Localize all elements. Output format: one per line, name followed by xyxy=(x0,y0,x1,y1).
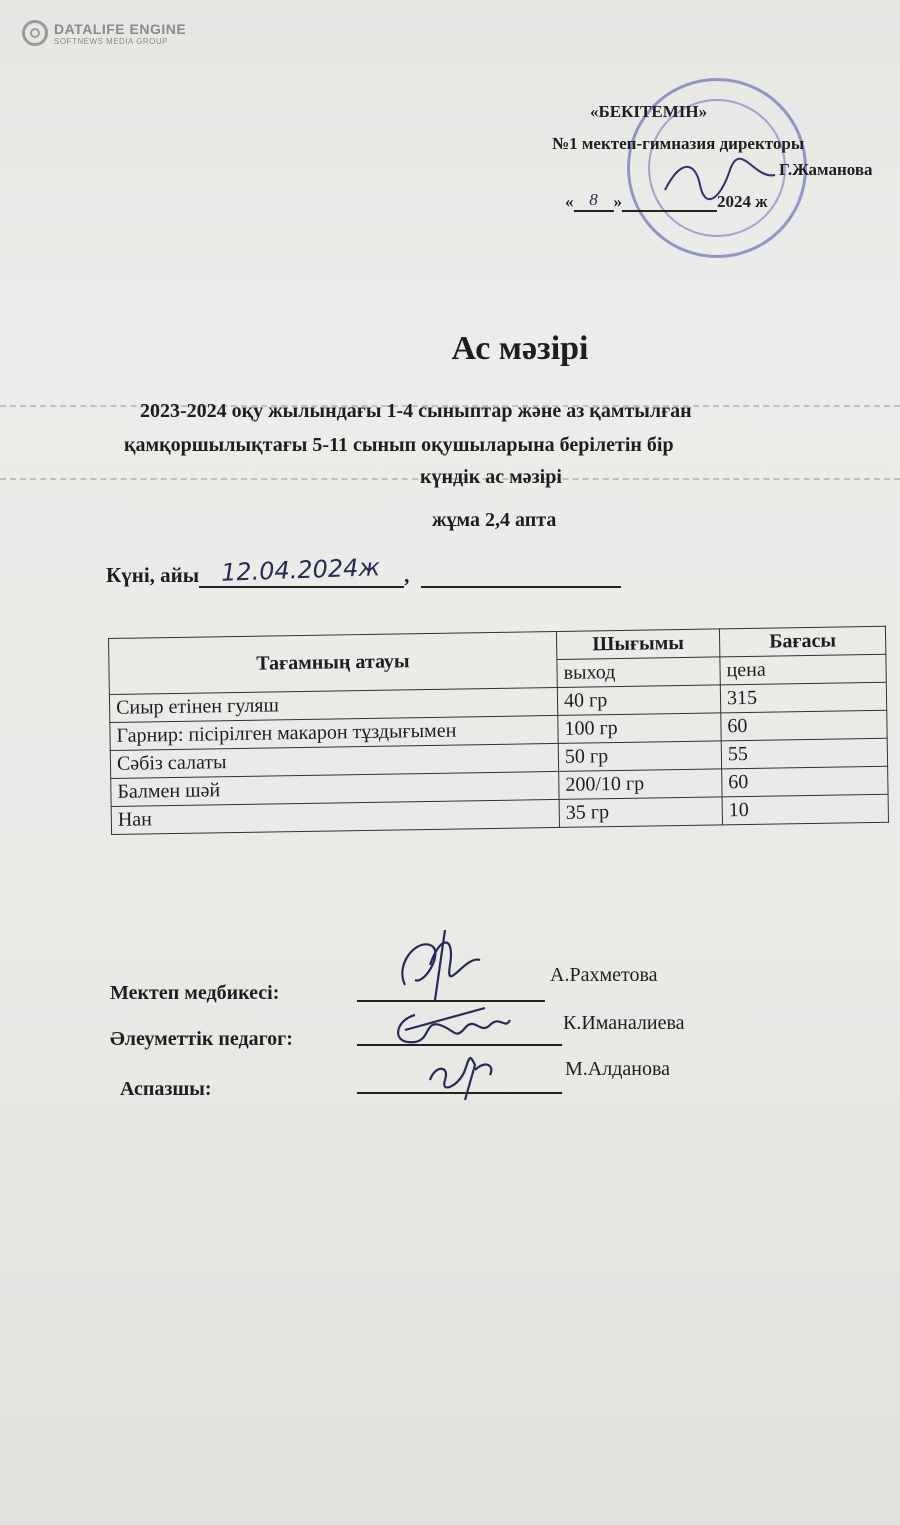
dish-output: 100 гр xyxy=(558,713,721,744)
dish-price: 10 xyxy=(722,794,888,825)
signature-role-social: Әлеуметтік педагог: xyxy=(110,1028,293,1050)
nurse-signature-icon xyxy=(385,925,495,1005)
watermark-logo-icon xyxy=(22,20,48,46)
subtitle-line1: 2023-2024 оқу жылындағы 1-4 сыныптар және аз қамтылған xyxy=(140,400,692,422)
date-row xyxy=(106,553,621,588)
subtitle-line3: күндік ас мәзірі xyxy=(420,466,562,488)
dish-output: 200/10 гр xyxy=(559,769,722,800)
subheader-output: выход xyxy=(557,657,720,688)
subtitle-line2: қамқоршылықтағы 5-11 сынып оқушыларына берілетін бір xyxy=(124,434,674,456)
watermark xyxy=(22,20,186,46)
approval-date-month-line xyxy=(622,210,717,212)
dish-price: 60 xyxy=(722,766,888,797)
approval-line2: Г.Жаманова xyxy=(779,160,873,179)
approval-date-open: « xyxy=(565,192,574,211)
dish-price: 60 xyxy=(721,710,887,741)
approval-date xyxy=(565,190,768,212)
day-line: жұма 2,4 апта xyxy=(432,509,557,531)
approval-date-close: » xyxy=(613,192,622,211)
date-comma: , xyxy=(404,563,410,587)
menu-table xyxy=(108,626,889,835)
dish-price: 315 xyxy=(720,682,886,713)
date-handwritten-value: 12.04.2024ж xyxy=(220,553,381,587)
signature-name-social: К.Иманалиева xyxy=(563,1012,685,1034)
dish-price: 55 xyxy=(721,738,887,769)
dish-name: Нан xyxy=(111,799,559,834)
header-dish-name: Тағамның атауы xyxy=(109,631,558,694)
blank-line xyxy=(421,560,621,588)
page-title: Ас мәзірі xyxy=(451,330,589,367)
approval-line1: №1 мектеп-гимназия директоры xyxy=(552,134,805,153)
dish-output: 35 гр xyxy=(559,797,722,828)
header-price: Бағасы xyxy=(719,626,885,657)
signature-name-cook: М.Алданова xyxy=(565,1058,671,1080)
approval-heading: «БЕКІТЕМІН» xyxy=(590,102,708,121)
signature-name-nurse: А.Рахметова xyxy=(550,964,658,986)
dish-name: Гарнир: пісірілген макарон тұздығымен xyxy=(110,715,558,750)
subheader-price: цена xyxy=(720,654,886,685)
watermark-subtitle: SOFTNEWS MEDIA GROUP xyxy=(54,36,169,46)
dish-output: 40 гр xyxy=(557,685,720,716)
header-output: Шығымы xyxy=(556,629,719,660)
dish-name: Сәбіз салаты xyxy=(110,743,558,778)
date-field xyxy=(199,553,404,588)
cook-signature-icon xyxy=(420,1045,500,1105)
date-label: Күні, айы xyxy=(106,563,200,587)
dish-name: Балмен шәй xyxy=(111,771,559,806)
dish-name: Сиыр етінен гуляш xyxy=(109,687,557,722)
approval-date-year: 2024 ж xyxy=(717,192,768,211)
signature-role-cook: Аспазшы: xyxy=(120,1078,212,1100)
signature-role-nurse: Мектеп медбикесі: xyxy=(110,982,280,1004)
watermark-title: DATALIFE ENGINE xyxy=(54,20,187,37)
approval-date-day: 8 xyxy=(574,190,614,212)
dish-output: 50 гр xyxy=(558,741,721,772)
